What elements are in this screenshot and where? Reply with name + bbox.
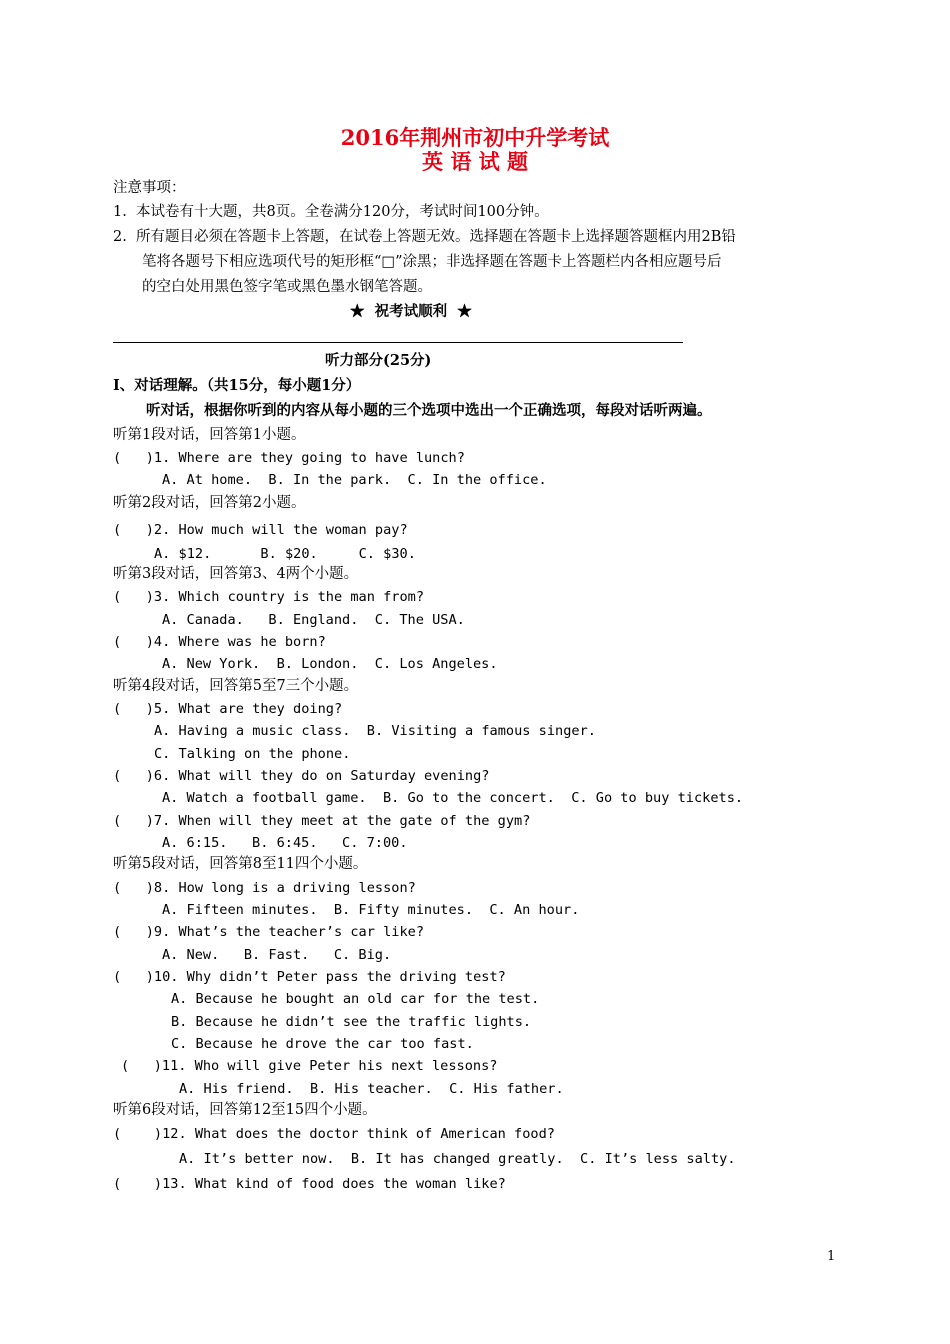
notice-item-2-line-2: 笔将各题号下相应选项代号的矩形框“□”涂黑；非选择题在答题卡上答题栏内各相应题号后 bbox=[142, 254, 722, 270]
question-3-options: A. Canada. B. England. C. The USA. bbox=[162, 612, 465, 628]
dialogue-6-label: 听第6段对话，回答第12至15四个小题。 bbox=[113, 1102, 377, 1118]
divider-line bbox=[113, 342, 683, 343]
listening-heading: 听力部分(25分) bbox=[325, 352, 432, 369]
notice-item-2-line-3: 的空白处用黑色签字笔或黑色墨水钢笔答题。 bbox=[142, 279, 432, 295]
question-2-options: A. $12. B. $20. C. $30. bbox=[154, 546, 416, 562]
exam-title: 2016年荆州市初中升学考试 bbox=[340, 125, 610, 150]
dialogue-5-label: 听第5段对话，回答第8至11四个小题。 bbox=[113, 856, 368, 872]
question-10: ( )10. Why didn’t Peter pass the driving test? bbox=[113, 969, 506, 985]
question-5: ( )5. What are they doing? bbox=[113, 701, 343, 717]
question-4: ( )4. Where was he born? bbox=[113, 634, 326, 650]
good-luck-wish: ★ 祝考试顺利 ★ bbox=[350, 303, 472, 320]
dialogue-3-label: 听第3段对话，回答第3、4两个小题。 bbox=[113, 566, 359, 582]
section-1-instruction: 听对话，根据你听到的内容从每小题的三个选项中选出一个正确选项，每段对话听两遍。 bbox=[146, 402, 712, 419]
question-12-options: A. It’s better now. B. It has changed greatly. C. It’s less salty. bbox=[179, 1151, 736, 1167]
question-1-options: A. At home. B. In the park. C. In the office. bbox=[162, 472, 547, 488]
section-1-heading: Ⅰ、对话理解。（共15分，每小题1分） bbox=[113, 377, 361, 394]
notice-heading: 注意事项： bbox=[113, 180, 186, 196]
question-10-option-a: A. Because he bought an old car for the test. bbox=[171, 991, 540, 1007]
dialogue-2-label: 听第2段对话，回答第2小题。 bbox=[113, 495, 306, 511]
question-10-option-c: C. Because he drove the car too fast. bbox=[171, 1036, 474, 1052]
question-11-options: A. His friend. B. His teacher. C. His father. bbox=[179, 1081, 564, 1097]
question-5-options-ab: A. Having a music class. B. Visiting a famous singer. bbox=[154, 723, 596, 739]
dialogue-4-label: 听第4段对话，回答第5至7三个小题。 bbox=[113, 678, 359, 694]
notice-item-2-line-1: 2. 所有题目必须在答题卡上答题，在试卷上答题无效。选择题在答题卡上选择题答题框内用2B铅 bbox=[113, 229, 736, 245]
question-9: ( )9. What’s the teacher’s car like? bbox=[113, 924, 424, 940]
question-1: ( )1. Where are they going to have lunch? bbox=[113, 450, 465, 466]
question-11: ( )11. Who will give Peter his next lessons? bbox=[121, 1058, 498, 1074]
question-5-option-c: C. Talking on the phone. bbox=[154, 746, 351, 762]
question-2: ( )2. How much will the woman pay? bbox=[113, 522, 408, 538]
question-4-options: A. New York. B. London. C. Los Angeles. bbox=[162, 656, 498, 672]
dialogue-1-label: 听第1段对话，回答第1小题。 bbox=[113, 427, 306, 443]
question-12: ( )12. What does the doctor think of American food? bbox=[113, 1126, 555, 1142]
question-9-options: A. New. B. Fast. C. Big. bbox=[162, 947, 392, 963]
question-10-option-b: B. Because he didn’t see the traffic lights. bbox=[171, 1014, 532, 1030]
notice-item-1: 1. 本试卷有十大题，共8页。全卷满分120分，考试时间100分钟。 bbox=[113, 204, 549, 220]
question-8-options: A. Fifteen minutes. B. Fifty minutes. C. An hour. bbox=[162, 902, 580, 918]
question-7: ( )7. When will they meet at the gate of the gym? bbox=[113, 813, 531, 829]
question-7-options: A. 6:15. B. 6:45. C. 7:00. bbox=[162, 835, 408, 851]
exam-subtitle: 英 语 试 题 bbox=[422, 149, 528, 174]
question-3: ( )3. Which country is the man from? bbox=[113, 589, 424, 605]
question-6-options: A. Watch a football game. B. Go to the concert. C. Go to buy tickets. bbox=[162, 790, 744, 806]
question-13: ( )13. What kind of food does the woman like? bbox=[113, 1176, 506, 1192]
page-number: 1 bbox=[827, 1249, 836, 1264]
question-8: ( )8. How long is a driving lesson? bbox=[113, 880, 416, 896]
question-6: ( )6. What will they do on Saturday evening? bbox=[113, 768, 490, 784]
